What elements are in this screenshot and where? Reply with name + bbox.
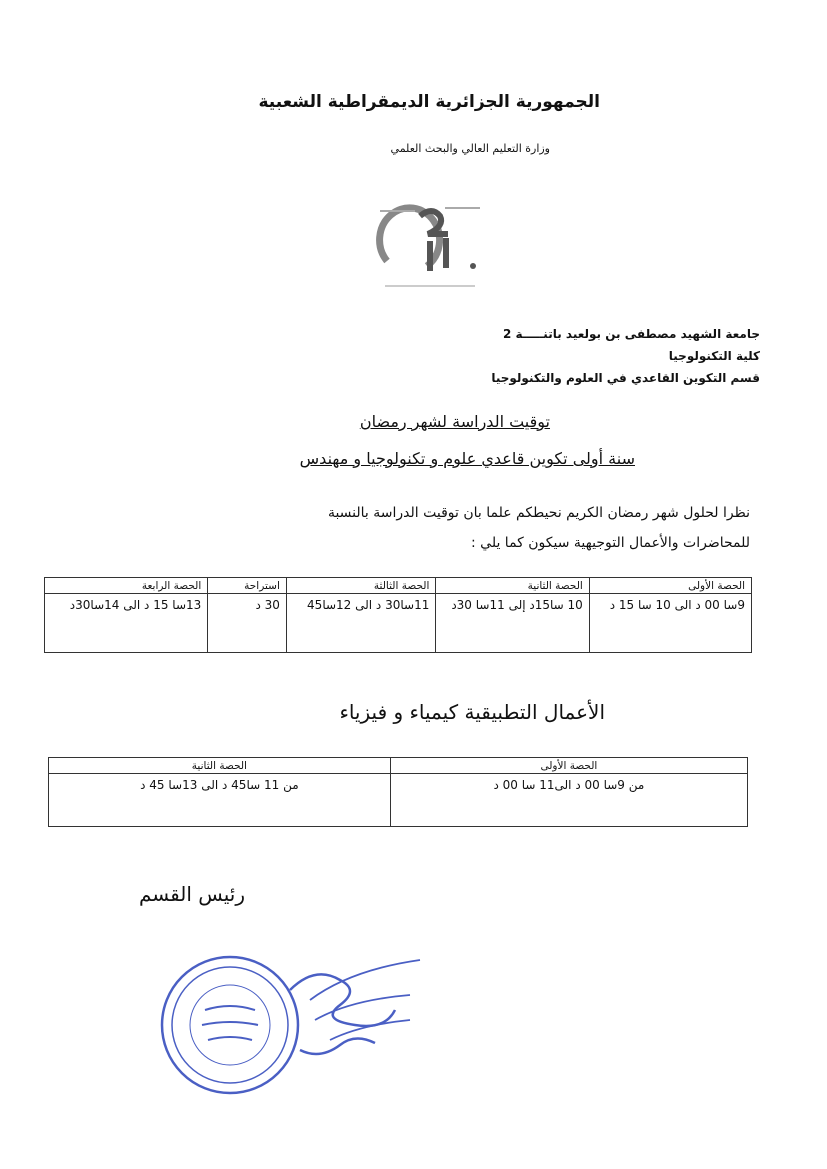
- table-row: [45, 594, 752, 653]
- table-header-cell: استراحة: [208, 578, 287, 594]
- table-header-cell: الحصة الثالثة: [286, 578, 435, 594]
- republic-heading: الجمهورية الجزائرية الديمقراطية الشعبية: [258, 92, 600, 112]
- department-head-label: رئيس القسم: [138, 882, 245, 906]
- document-subtitle: سنة أولى تكوين قاعدي علوم و تكنولوجيا و مهندس: [299, 449, 635, 468]
- table-cell: 30 د: [208, 594, 287, 653]
- faculty-name: كلية التكنولوجيا: [668, 349, 760, 363]
- intro-paragraph-line1: نظرا لحلول شهر رمضان الكريم نحيطكم علما بان توقيت الدراسة بالنسبة: [327, 505, 750, 521]
- intro-paragraph-line2: للمحاضرات والأعمال التوجيهية سيكون كما يلي :: [470, 535, 750, 551]
- department-name: قسم التكوين القاعدي في العلوم والتكنولوجيا: [491, 371, 760, 385]
- official-stamp-icon: [150, 930, 450, 1110]
- practical-table: [48, 757, 748, 827]
- table-header-row: [49, 758, 748, 774]
- table-header-row: [45, 578, 752, 594]
- table-header-cell: الحصة الأولى: [589, 578, 751, 594]
- table-cell: 11سا30 د الى 12سا45: [286, 594, 435, 653]
- ministry-heading: وزارة التعليم العالي والبحث العلمي: [390, 142, 550, 155]
- table-cell: من 11 سا45 د الى 13سا 45 د: [49, 774, 391, 827]
- table-cell: 10 سا15د إلى 11سا 30د: [436, 594, 589, 653]
- table-cell: 9سا 00 د الى 10 سا 15 د: [589, 594, 751, 653]
- table-header-cell: الحصة الأولى: [390, 758, 747, 774]
- table-header-cell: الحصة الرابعة: [45, 578, 208, 594]
- university-name: جامعة الشهيد مصطفى بن بولعيد باتنـــــة 2: [502, 327, 760, 341]
- practical-work-title: الأعمال التطبيقية كيمياء و فيزياء: [339, 700, 605, 724]
- table-header-cell: الحصة الثانية: [49, 758, 391, 774]
- table-header-cell: الحصة الثانية: [436, 578, 589, 594]
- table-cell: 13سا 15 د الى 14سا30د: [45, 594, 208, 653]
- university-logo: [375, 196, 490, 296]
- schedule-table: [44, 577, 752, 653]
- table-row: [49, 774, 748, 827]
- table-cell: من 9سا 00 د الى11 سا 00 د: [390, 774, 747, 827]
- document-title: توقيت الدراسة لشهر رمضان: [359, 412, 550, 431]
